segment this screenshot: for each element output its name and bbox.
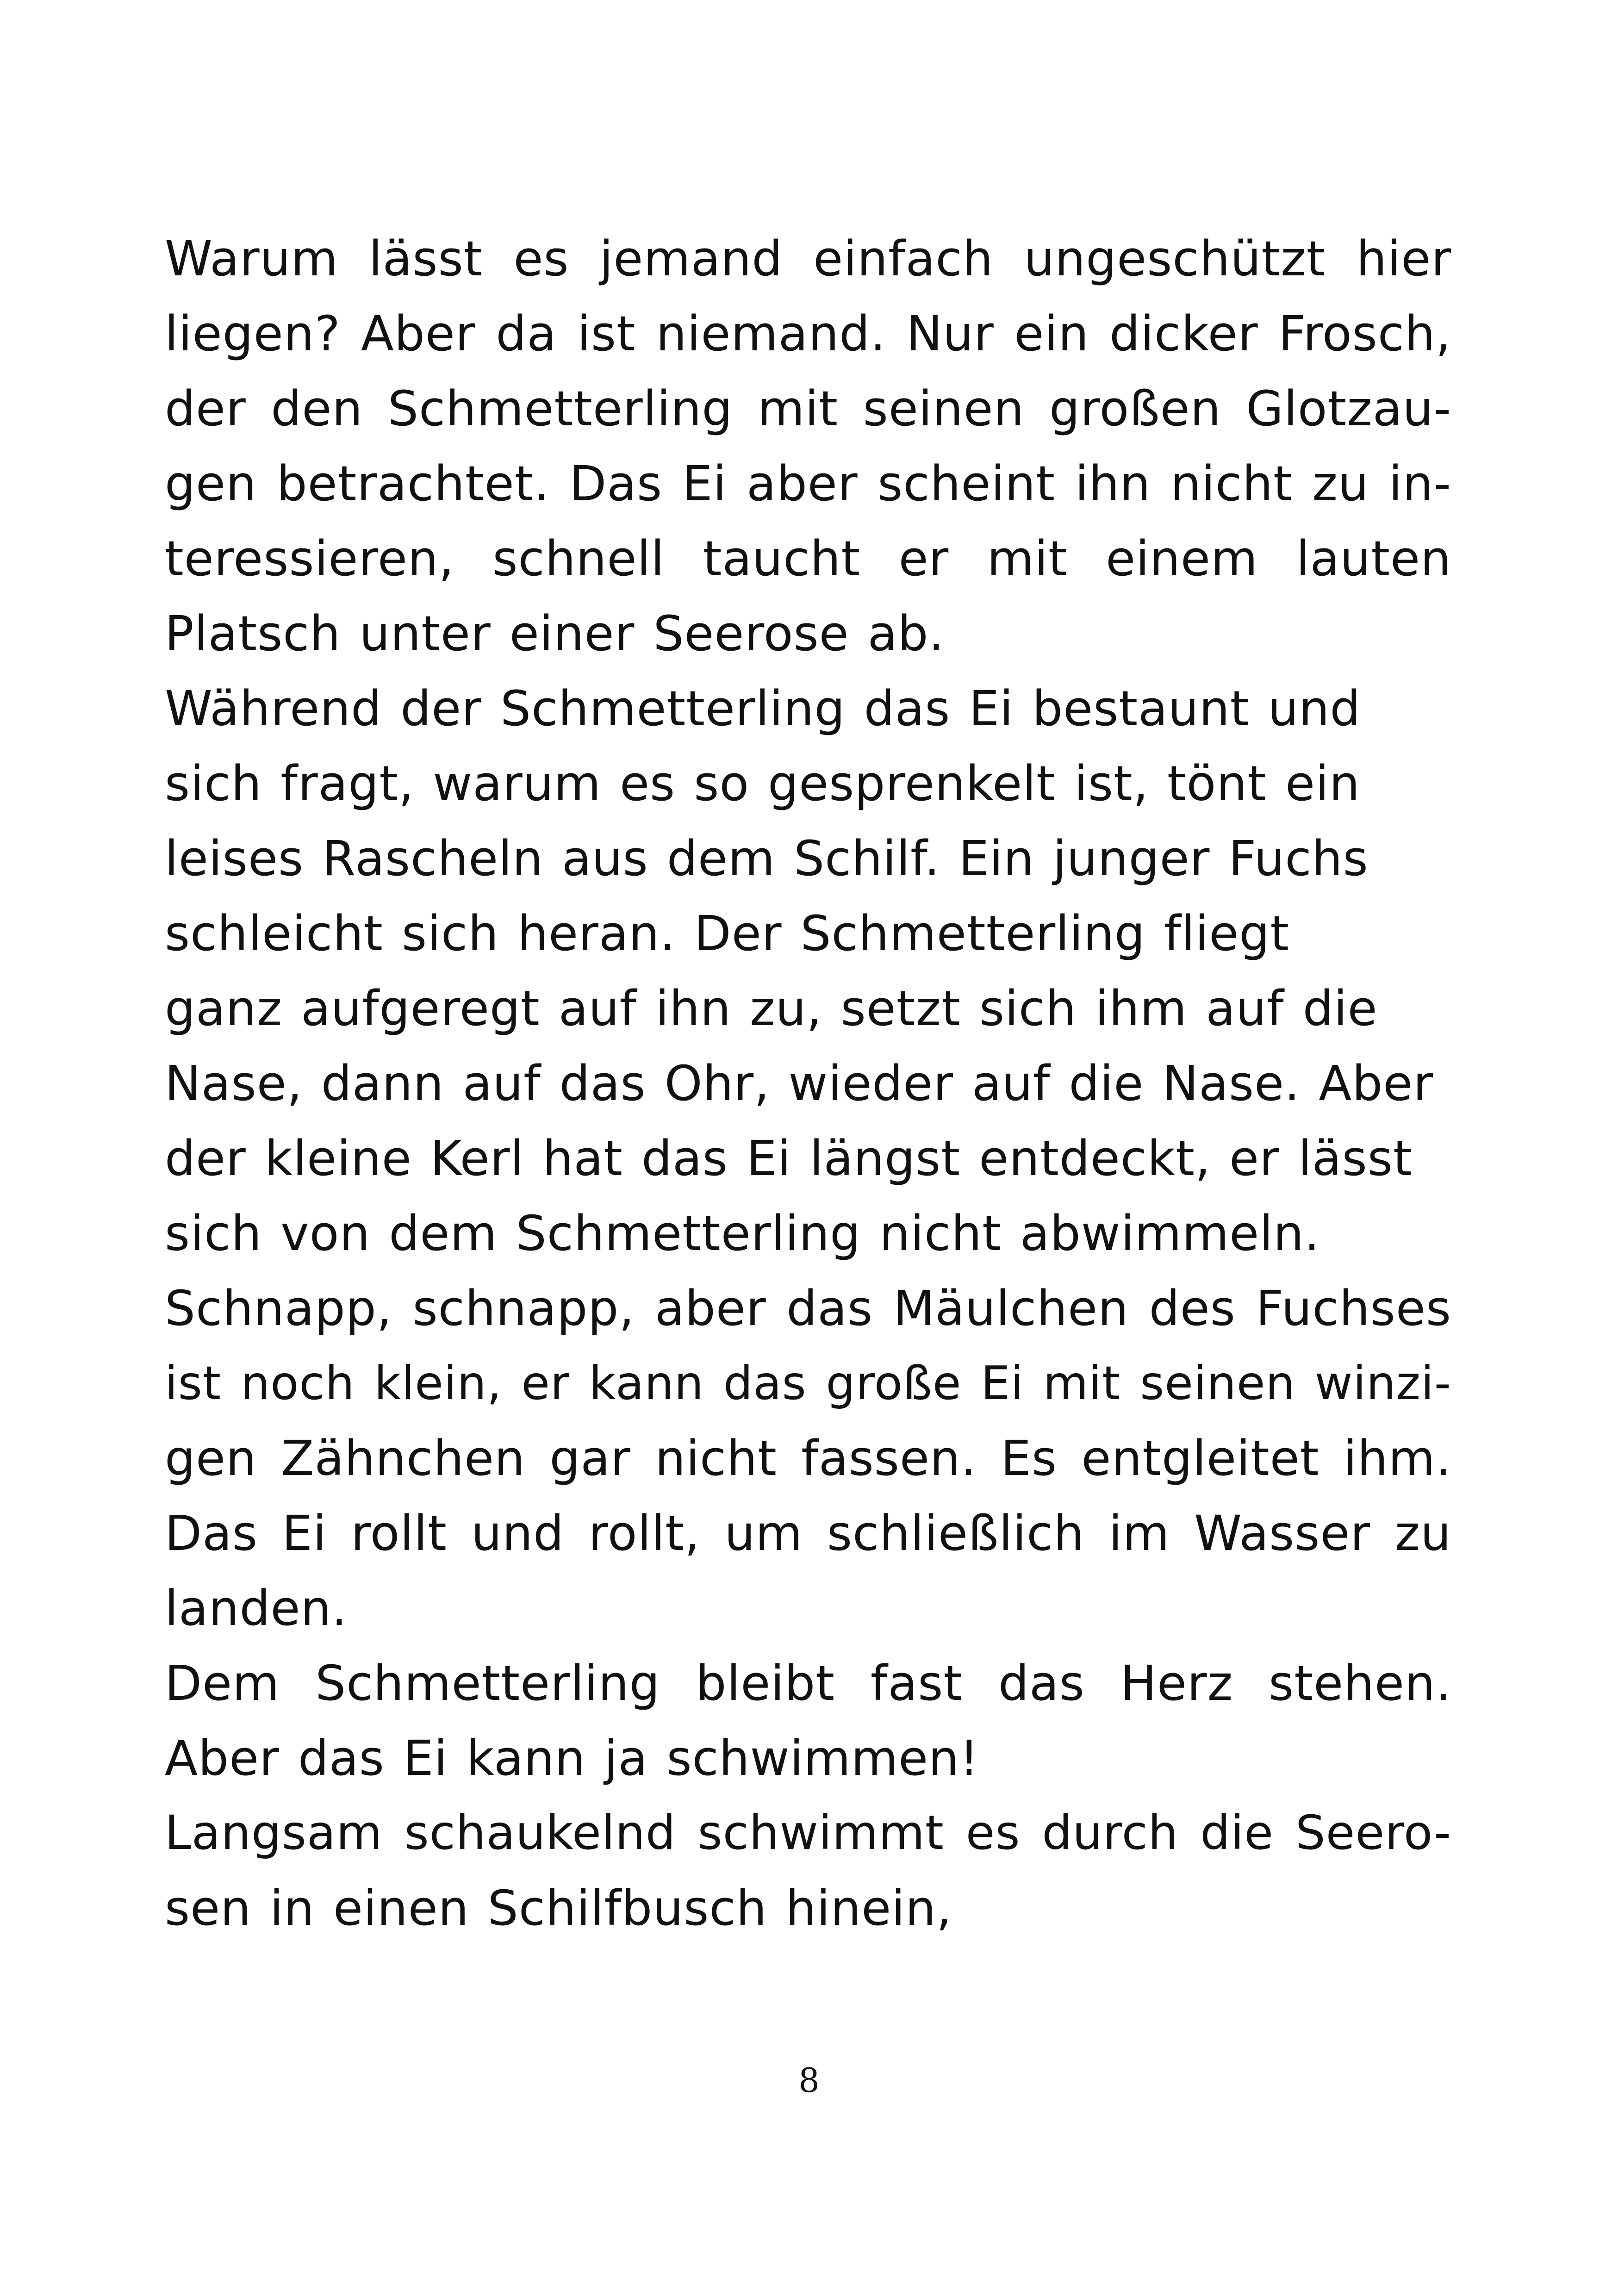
text-line: sich fragt, warum es so gesprenkelt ist, tönt ein — [165, 755, 1360, 812]
story-text — [165, 221, 1451, 1946]
text-line: Dem Schmetterling bleibt fast das Herz stehen. — [165, 1655, 1451, 1711]
text-line: sich von dem Schmetterling nicht abwimmeln. — [165, 1205, 1320, 1262]
text-line: ist noch klein, er kann das große Ei mit seinen winzi- — [165, 1356, 1451, 1410]
text-line: Nase, dann auf das Ohr, wieder auf die Nase. Aber — [165, 1055, 1434, 1112]
text-line: leises Rascheln aus dem Schilf. Ein junger Fuchs — [165, 830, 1369, 887]
text-line: Aber das Ei kann ja schwimmen! — [165, 1730, 979, 1786]
text-line: Schnapp, schnapp, aber das Mäulchen des Fuchses — [165, 1280, 1451, 1337]
text-line: schleicht sich heran. Der Schmetterling fliegt — [165, 905, 1290, 962]
text-line: Langsam schaukelnd schwimmt es durch die Seero- — [165, 1805, 1451, 1860]
text-line: ganz aufgeregt auf ihn zu, setzt sich ihm auf die — [165, 980, 1378, 1037]
page-number: 8 — [798, 2061, 820, 2100]
text-line: sen in einen Schilfbusch hinein, — [165, 1880, 952, 1936]
text-line: Während der Schmetterling das Ei bestaunt und — [165, 680, 1361, 737]
text-line: der den Schmetterling mit seinen großen Glotzau- — [165, 380, 1451, 437]
text-line: Das Ei rollt und rollt, um schließlich im Wasser zu — [165, 1505, 1451, 1562]
text-line: liegen? Aber da ist niemand. Nur ein dicker Frosch, — [165, 305, 1451, 362]
text-line: gen betrachtet. Das Ei aber scheint ihn nicht zu in- — [165, 455, 1451, 512]
text-line: landen. — [165, 1580, 348, 1636]
text-line: Warum lässt es jemand einfach ungeschützt hier — [165, 230, 1451, 287]
text-line: teressieren, schnell taucht er mit einem lauten — [165, 530, 1451, 587]
text-line: Platsch unter einer Seerose ab. — [165, 605, 945, 662]
text-line: gen Zähnchen gar nicht fassen. Es entgleitet ihm. — [165, 1430, 1451, 1487]
text-line: der kleine Kerl hat das Ei längst entdeckt, er lässt — [165, 1130, 1413, 1187]
